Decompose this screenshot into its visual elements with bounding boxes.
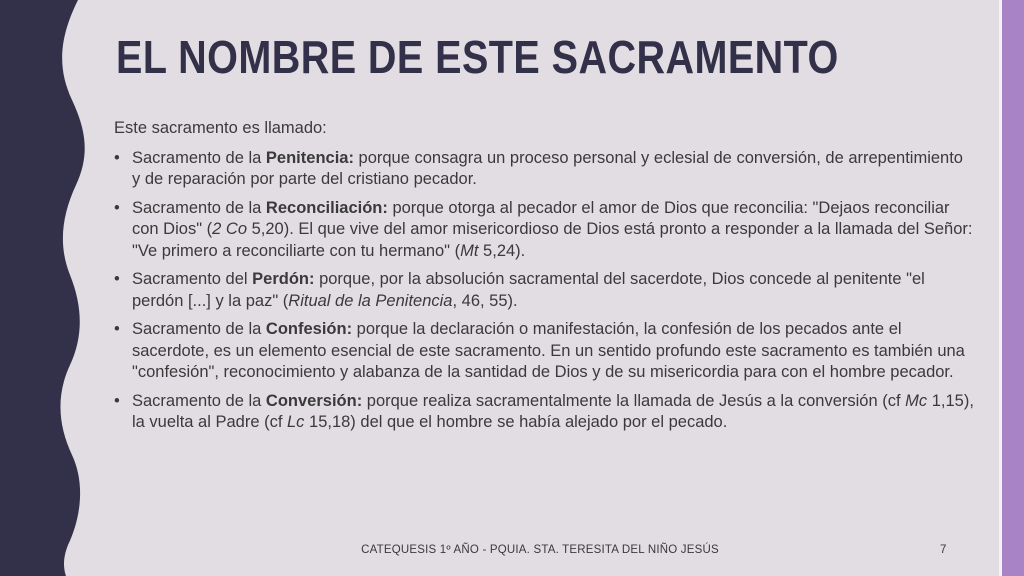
keyword-text: Reconciliación: — [265, 198, 388, 217]
wavy-left-band — [0, 0, 110, 576]
bullet-text: porque consagra un proceso personal y eclesial de conversión, de arrepentimiento y de reparación por parte del cristiano pecador. — [132, 148, 963, 188]
bullet-text: Sacramento de la — [132, 198, 266, 217]
slide-body — [114, 118, 974, 441]
bullet-text: 1,15), la vuelta al Padre (cf — [132, 391, 974, 431]
citation-text: Ritual de la Penitencia — [288, 291, 453, 310]
bullet-text: porque otorga al pecador el amor de Dios que reconcilia: "Dejaos reconciliar con Dios" ( — [132, 198, 950, 238]
bullet-text: porque la declaración o manifestación, la confesión de los pecados ante el sacerdote, es un elemento esencial de este sacramento. En un sentido profundo este sacramento es también una "confesión", reconocimiento y alabanza de la santidad de Dios y de su misericordia para con el hombre pecador. — [132, 320, 965, 381]
right-accent-stripe — [1002, 0, 1024, 576]
keyword-text: Penitencia: — [265, 148, 354, 167]
bullet-perdon — [114, 269, 974, 312]
keyword-text: Perdón: — [252, 270, 315, 288]
keyword-text: Confesión: — [265, 320, 353, 338]
bullet-text: Sacramento de la — [132, 148, 266, 167]
citation-text: Mt — [460, 241, 479, 260]
bullet-text: 15,18) del que el hombre se había alejado por el pecado. — [304, 413, 728, 431]
bullet-penitencia — [114, 148, 974, 191]
citation-text: 2 Co — [212, 220, 247, 238]
bullet-text: porque, por la absolución sacramental del sacerdote, Dios concede al penitente "el perdón [...] y la paz" ( — [132, 270, 925, 310]
footer-text: CATEQUESIS 1º AÑO - PQUIA. STA. TERESITA DEL NIÑO JESÚS — [361, 544, 719, 556]
bullet-text: Sacramento del — [132, 270, 253, 288]
citation-text: Lc — [287, 413, 305, 431]
bullet-text: Sacramento de la — [132, 320, 266, 338]
bullet-conversion — [114, 391, 974, 434]
bullet-text: Sacramento de la — [132, 391, 266, 410]
bullet-list — [114, 148, 974, 434]
slide-title: EL NOMBRE DE ESTE SACRAMENTO — [116, 31, 839, 83]
bullet-text: , 46, 55). — [452, 291, 518, 310]
page-number: 7 — [940, 544, 947, 556]
keyword-text: Conversión: — [265, 391, 363, 410]
bullet-text: porque realiza sacramentalmente la llamada de Jesús a la conversión (cf — [362, 391, 906, 410]
bullet-text: 5,20). El que vive del amor misericordioso de Dios está pronto a responder a la llamada del Señor: "Ve primero a reconciliarte con tu hermano" ( — [132, 220, 973, 260]
left-band-shape — [0, 0, 85, 576]
bullet-text: 5,24). — [478, 241, 526, 260]
bullet-confesion — [114, 319, 974, 384]
citation-text: Mc — [905, 391, 928, 410]
intro-text: Este sacramento es llamado: — [114, 119, 327, 137]
bullet-reconciliacion — [114, 198, 974, 263]
